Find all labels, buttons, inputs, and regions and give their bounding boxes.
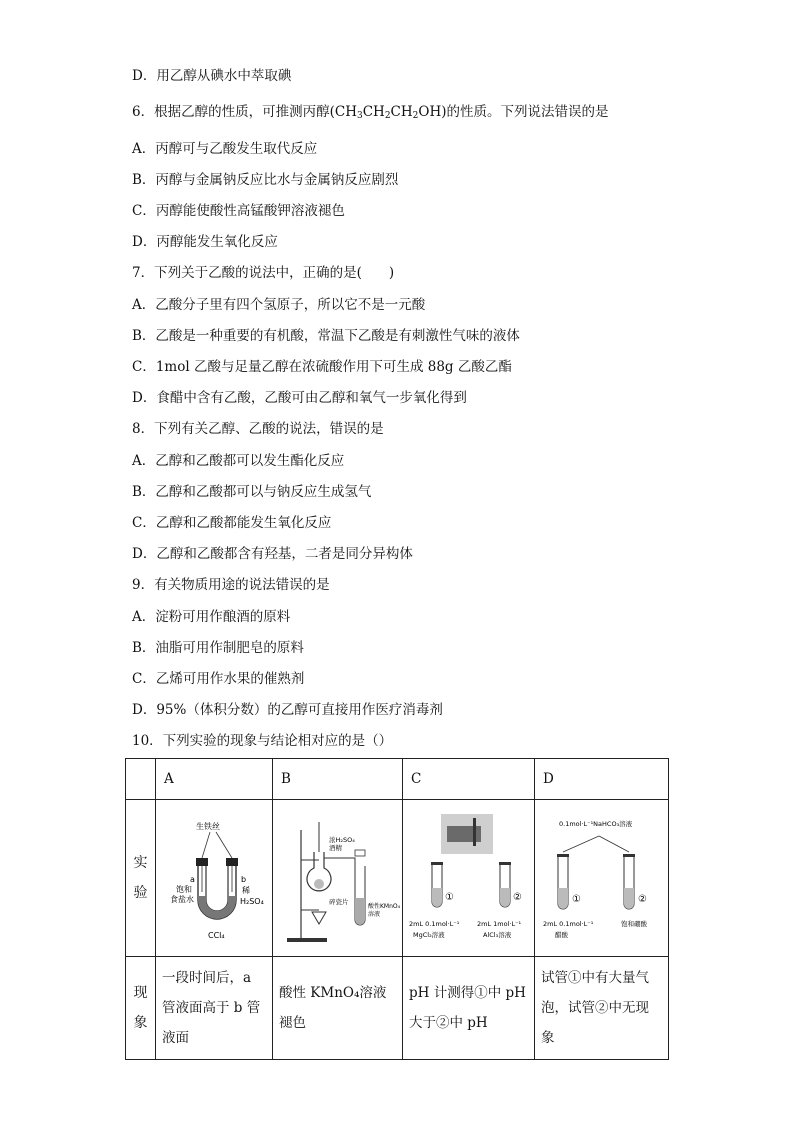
marker-1: ① [445, 892, 454, 903]
q8-option-d: D．乙醇和乙酸都含有羟基，二者是同分异构体 [132, 546, 413, 562]
marker-1: ① [572, 894, 581, 905]
phenomenon-d-text: 试管①中有大量气泡，试管②中无现象 [541, 970, 649, 1046]
left-solution-1: 2mL 0.1mol·L⁻¹ [409, 920, 460, 928]
test-tubes-figure [535, 800, 669, 956]
experiment-row [126, 800, 669, 957]
phenomenon-row [126, 957, 669, 1060]
header-a [156, 759, 273, 800]
header-a-label: A [164, 771, 174, 787]
header-c-label: C [411, 771, 422, 787]
q9-option-d: D．95%（体积分数）的乙醇可直接用作医疗消毒剂 [132, 702, 443, 718]
q6-option-a: A．丙醇可与乙酸发生取代反应 [132, 141, 318, 157]
q8-option-a: A．乙醇和乙酸都可以发生酯化反应 [132, 453, 345, 469]
q9-option-b: B．油脂可用作制肥皂的原料 [132, 640, 304, 656]
header-c [403, 759, 535, 800]
top-label: 0.1mol·L⁻¹NaHCO₃溶液 [559, 820, 633, 828]
figure-c-cell [403, 800, 535, 957]
left-liquid-1: 饱和 [176, 885, 192, 894]
marker-2: ② [638, 894, 647, 905]
q7-option-d: D．食醋中含有乙酸，乙酸可由乙醇和氧气一步氧化得到 [132, 390, 467, 406]
q8-option-b: B．乙醇和乙酸都可以与钠反应生成氢气 [132, 484, 372, 500]
top-label-1: 浓H₂SO₄ [329, 836, 355, 844]
q7-option-c: C．1mol 乙酸与足量乙醇在浓硫酸作用下可生成 88g 乙酸乙酯 [132, 359, 512, 375]
label-a: a [190, 875, 195, 884]
phenomenon-row-label [126, 957, 156, 1060]
right-label-1: 酸性KMnO₄ [368, 903, 401, 910]
left-solution-2: 醋酸 [555, 931, 568, 939]
phenomenon-c [403, 957, 535, 1060]
phenomenon-b-text: 酸性 KMnO₄溶液褪色 [279, 985, 387, 1031]
right-solution-2: AlCl₃溶液 [483, 931, 512, 939]
header-empty-cell [126, 759, 156, 800]
q6-stem-post: )的性质。下列说法错误的是 [441, 104, 609, 120]
top-label-2: 酒精 [329, 844, 342, 852]
right-solution-1: 2mL 1mol·L⁻¹ [477, 920, 522, 928]
formula-sub: 2 [384, 111, 391, 121]
wire-label: 生铁丝 [196, 822, 220, 831]
q9-stem: 9．有关物质用途的说法错误的是 [132, 577, 330, 593]
experiment-row-label [126, 800, 156, 957]
ccl4-label: CCl₄ [208, 931, 225, 940]
q6-option-b: B．丙醇与金属钠反应比水与金属钠反应剧烈 [132, 172, 399, 188]
left-solution-1: 2mL 0.1mol·L⁻¹ [543, 920, 594, 928]
formula-part: CH [334, 104, 357, 120]
q7-option-a: A．乙酸分子里有四个氢原子，所以它不是一元酸 [132, 297, 426, 313]
q5-option-d: D．用乙醇从碘水中萃取碘 [132, 68, 292, 84]
label-b: b [241, 875, 247, 884]
right-liquid-2: H₂SO₄ [240, 897, 264, 906]
chip-label: 碎瓷片 [329, 898, 349, 906]
row-label-text: 现象 [133, 985, 148, 1031]
q6-stem-pre: 6．根据乙醇的性质，可推测丙醇( [132, 104, 335, 120]
q8-stem: 8．下列有关乙醇、乙酸的说法，错误的是 [132, 421, 384, 437]
q10-stem: 10．下列实验的现象与结论相对应的是（） [132, 733, 393, 749]
header-d-label: D [543, 771, 554, 787]
row-label-text: 实验 [133, 855, 148, 901]
figure-d-cell [535, 800, 669, 957]
formula-part: CH [390, 104, 413, 120]
phenomenon-b [273, 957, 403, 1060]
table-header-row [126, 759, 669, 800]
header-b-label: B [281, 771, 291, 787]
left-solution-2: MgCl₂溶液 [413, 931, 445, 939]
marker-2: ② [513, 892, 522, 903]
q6-option-d: D．丙醇能发生氧化反应 [132, 234, 278, 250]
figure-b-cell [273, 800, 403, 957]
phenomenon-c-text: pH 计测得①中 pH 大于②中 pH [409, 985, 526, 1031]
ph-meter-figure [403, 800, 535, 956]
right-liquid-1: 稀 [242, 886, 250, 895]
flask-apparatus-figure [273, 800, 403, 956]
phenomenon-a [156, 957, 273, 1060]
header-b [273, 759, 403, 800]
q9-option-a: A．淀粉可用作酿酒的原料 [132, 609, 291, 625]
formula-part: OH [418, 104, 442, 120]
q6-option-c: C．丙醇能使酸性高锰酸钾溶液褪色 [132, 203, 345, 219]
experiment-table [125, 758, 669, 1060]
q7-stem: 7．下列关于乙酸的说法中，正确的是( ) [132, 265, 395, 281]
header-d [535, 759, 669, 800]
right-solution: 饱和硼酸 [621, 920, 647, 928]
q6-stem [132, 102, 609, 126]
phenomenon-d [535, 957, 669, 1060]
left-liquid-2: 食盐水 [170, 895, 194, 904]
q8-option-c: C．乙醇和乙酸都能发生氧化反应 [132, 515, 332, 531]
u-tube-figure [156, 800, 273, 956]
phenomenon-a-text: 一段时间后，a 管液面高于 b 管液面 [162, 970, 261, 1046]
figure-a-cell [156, 800, 273, 957]
q6-formula [335, 104, 441, 120]
formula-sub: 3 [356, 111, 363, 121]
q9-option-c: C．乙烯可用作水果的催熟剂 [132, 671, 305, 687]
formula-sub: 2 [412, 111, 419, 121]
q7-option-b: B．乙酸是一种重要的有机酸，常温下乙酸是有刺激性气味的液体 [132, 328, 520, 344]
formula-part: CH [362, 104, 385, 120]
right-label-2: 溶液 [368, 911, 381, 918]
